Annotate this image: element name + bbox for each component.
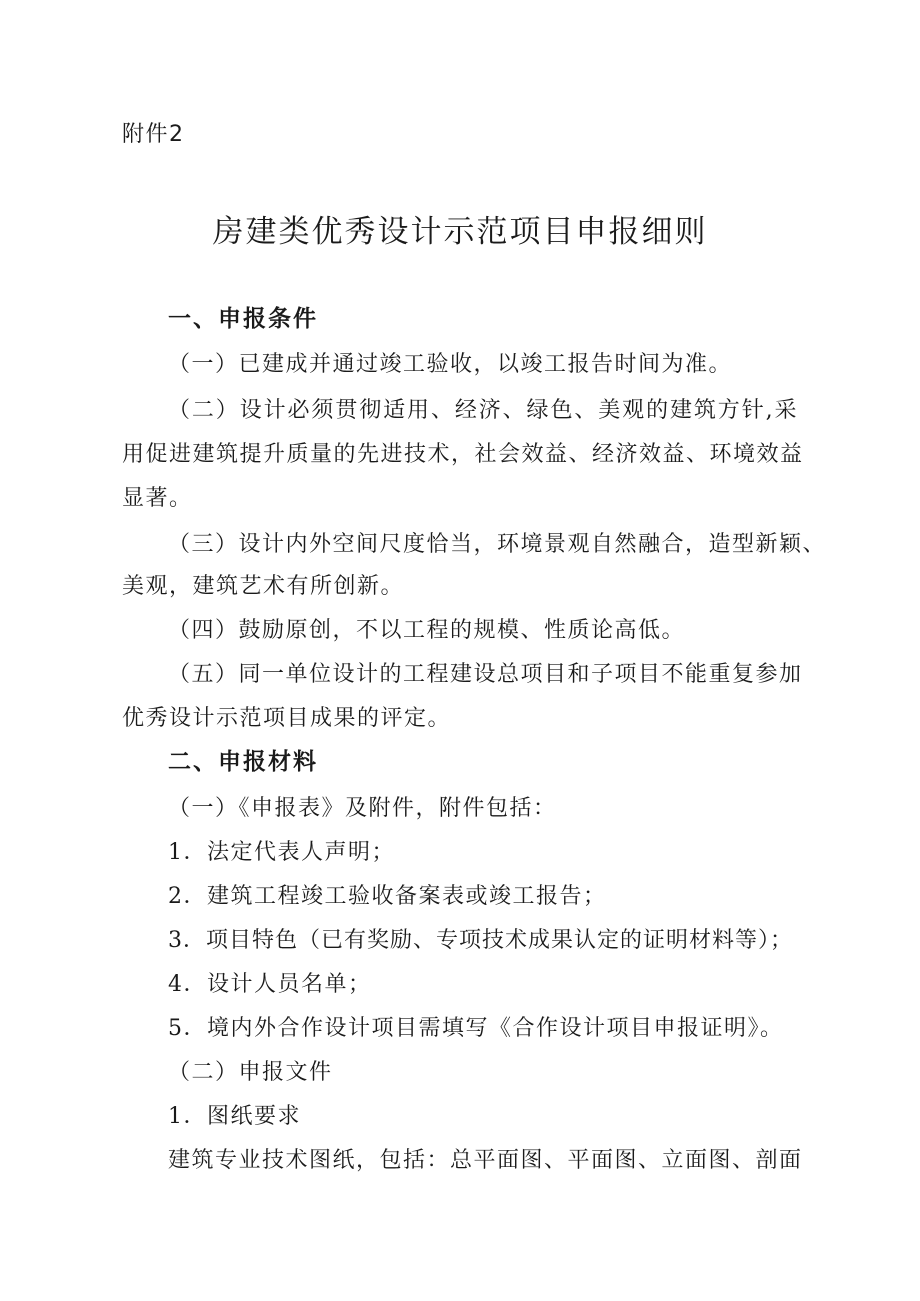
condition-item-2-line-2: 用促进建筑提升质量的先进技术，社会效益、经济效益、环境效益 <box>122 442 804 467</box>
section-heading-conditions: 一、申报条件 <box>168 306 318 332</box>
drawing-requirements-heading: 1．图纸要求 <box>168 1104 301 1129</box>
condition-item-4: （四）鼓励原创，不以工程的规模、性质论高低。 <box>168 618 686 643</box>
materials-list-item: 5．境内外合作设计项目需填写《合作设计项目申报证明》。 <box>168 1016 784 1041</box>
drawing-requirements-text: 建筑专业技术图纸，包括：总平面图、平面图、立面图、剖面 <box>168 1148 803 1173</box>
condition-item-5-line-2: 优秀设计示范项目成果的评定。 <box>122 706 452 731</box>
condition-item-3-line-2: 美观，建筑艺术有所创新。 <box>122 574 405 599</box>
condition-item-5-line-1: （五）同一单位设计的工程建设总项目和子项目不能重复参加 <box>168 662 803 687</box>
materials-sub-1: （一）《申报表》及附件，附件包括： <box>168 796 557 821</box>
materials-sub-2: （二）申报文件 <box>168 1060 333 1085</box>
materials-list-item: 4．设计人员名单； <box>168 972 372 997</box>
document-title: 房建类优秀设计示范项目申报细则 <box>212 214 708 250</box>
condition-item-2-line-1: （二）设计必须贯彻适用、经济、绿色、美观的建筑方针,采 <box>168 398 798 423</box>
condition-item-3-line-1: （三）设计内外空间尺度恰当，环境景观自然融合，造型新颖、 <box>168 532 827 557</box>
condition-item-1: （一）已建成并通过竣工验收，以竣工报告时间为准。 <box>168 352 733 377</box>
materials-list-item: 2．建筑工程竣工验收备案表或竣工报告； <box>168 884 607 909</box>
materials-list-item: 3．项目特色（已有奖励、专项技术成果认定的证明材料等）； <box>168 928 793 953</box>
materials-list-item: 1．法定代表人声明； <box>168 840 395 865</box>
condition-item-2-line-3: 显著。 <box>122 486 193 511</box>
section-heading-materials: 二、申报材料 <box>168 749 318 775</box>
attachment-label: 附件2 <box>122 122 185 147</box>
